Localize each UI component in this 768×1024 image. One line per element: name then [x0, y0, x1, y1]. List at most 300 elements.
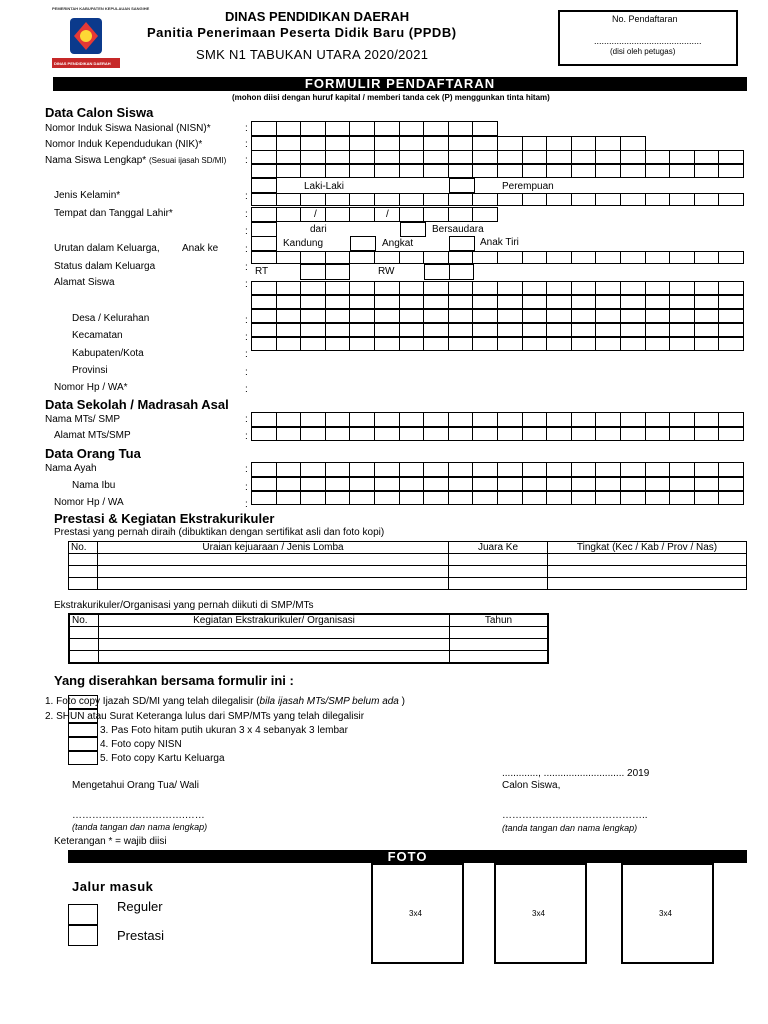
- address-box[interactable]: [349, 281, 375, 295]
- birth-box[interactable]: [423, 207, 449, 222]
- signature-student-dots[interactable]: ……………………………………..: [502, 810, 648, 821]
- regency-box[interactable]: [472, 337, 498, 351]
- father-box[interactable]: [620, 462, 646, 477]
- order-box[interactable]: [472, 251, 498, 264]
- district-box[interactable]: [325, 323, 351, 337]
- name-box[interactable]: [325, 150, 351, 164]
- village-box[interactable]: [325, 309, 351, 323]
- name-box[interactable]: [595, 164, 621, 178]
- name-box[interactable]: [276, 164, 302, 178]
- school-address-box[interactable]: [546, 427, 572, 441]
- gender-box[interactable]: [448, 193, 474, 206]
- mother-box[interactable]: [448, 477, 474, 491]
- doc-checkbox-3[interactable]: [68, 723, 98, 737]
- table-row[interactable]: [69, 578, 747, 590]
- village-box[interactable]: [276, 309, 302, 323]
- parents-phone-box[interactable]: [251, 491, 277, 505]
- village-box[interactable]: [718, 309, 744, 323]
- order-box[interactable]: [669, 251, 695, 264]
- name-box[interactable]: [522, 164, 548, 178]
- address-box[interactable]: [399, 281, 425, 295]
- address-box[interactable]: [571, 295, 597, 309]
- school-name-box[interactable]: [325, 412, 351, 427]
- address-box[interactable]: [251, 295, 277, 309]
- school-address-box[interactable]: [251, 427, 277, 441]
- district-box[interactable]: [448, 323, 474, 337]
- gender-box[interactable]: [546, 193, 572, 206]
- father-box[interactable]: [718, 462, 744, 477]
- gender-female-box[interactable]: [449, 178, 475, 193]
- village-box[interactable]: [300, 309, 326, 323]
- nik-box[interactable]: [497, 136, 523, 151]
- name-box[interactable]: [448, 150, 474, 164]
- order-box[interactable]: [546, 251, 572, 264]
- district-box[interactable]: [276, 323, 302, 337]
- district-box[interactable]: [595, 323, 621, 337]
- name-box[interactable]: [349, 150, 375, 164]
- mother-box[interactable]: [423, 477, 449, 491]
- name-box[interactable]: [620, 164, 646, 178]
- parents-phone-box[interactable]: [694, 491, 720, 505]
- school-address-box[interactable]: [349, 427, 375, 441]
- name-box[interactable]: [497, 164, 523, 178]
- order-box[interactable]: [522, 251, 548, 264]
- table-row[interactable]: [69, 566, 747, 578]
- regency-box[interactable]: [497, 337, 523, 351]
- village-box[interactable]: [620, 309, 646, 323]
- doc-checkbox-4[interactable]: [68, 737, 98, 751]
- address-box[interactable]: [645, 281, 671, 295]
- district-box[interactable]: [472, 323, 498, 337]
- order-box[interactable]: [620, 251, 646, 264]
- name-box[interactable]: [472, 150, 498, 164]
- parents-phone-box[interactable]: [423, 491, 449, 505]
- address-box[interactable]: [546, 281, 572, 295]
- name-box[interactable]: [522, 150, 548, 164]
- district-box[interactable]: [399, 323, 425, 337]
- school-name-box[interactable]: [620, 412, 646, 427]
- mother-box[interactable]: [300, 477, 326, 491]
- mother-box[interactable]: [399, 477, 425, 491]
- village-box[interactable]: [669, 309, 695, 323]
- address-box[interactable]: [620, 295, 646, 309]
- nisn-box[interactable]: [423, 121, 449, 136]
- village-box[interactable]: [399, 309, 425, 323]
- regency-box[interactable]: [718, 337, 744, 351]
- regency-box[interactable]: [546, 337, 572, 351]
- address-box[interactable]: [694, 295, 720, 309]
- name-box[interactable]: [571, 150, 597, 164]
- gender-box[interactable]: [300, 193, 326, 206]
- name-box[interactable]: [669, 164, 695, 178]
- gender-box[interactable]: [620, 193, 646, 206]
- school-name-box[interactable]: [251, 412, 277, 427]
- parents-phone-box[interactable]: [669, 491, 695, 505]
- table-row[interactable]: [69, 627, 548, 639]
- school-address-box[interactable]: [423, 427, 449, 441]
- mother-box[interactable]: [349, 477, 375, 491]
- gender-box[interactable]: [669, 193, 695, 206]
- father-box[interactable]: [448, 462, 474, 477]
- nisn-box[interactable]: [374, 121, 400, 136]
- gender-box[interactable]: [718, 193, 744, 206]
- address-box[interactable]: [300, 281, 326, 295]
- address-box[interactable]: [497, 295, 523, 309]
- regency-box[interactable]: [645, 337, 671, 351]
- school-name-box[interactable]: [718, 412, 744, 427]
- school-name-box[interactable]: [571, 412, 597, 427]
- nisn-box[interactable]: [325, 121, 351, 136]
- nik-box[interactable]: [300, 136, 326, 151]
- mother-box[interactable]: [276, 477, 302, 491]
- siblings-count-box[interactable]: [400, 222, 426, 237]
- regency-box[interactable]: [374, 337, 400, 351]
- name-box[interactable]: [595, 150, 621, 164]
- school-name-box[interactable]: [669, 412, 695, 427]
- birth-box[interactable]: [349, 207, 375, 222]
- nisn-box[interactable]: [349, 121, 375, 136]
- school-name-box[interactable]: [423, 412, 449, 427]
- nisn-box[interactable]: [300, 121, 326, 136]
- gender-box[interactable]: [374, 193, 400, 206]
- parents-phone-box[interactable]: [374, 491, 400, 505]
- gender-box[interactable]: [349, 193, 375, 206]
- parents-phone-box[interactable]: [448, 491, 474, 505]
- parents-phone-box[interactable]: [497, 491, 523, 505]
- name-box[interactable]: [251, 164, 277, 178]
- nik-box[interactable]: [571, 136, 597, 151]
- address-box[interactable]: [595, 281, 621, 295]
- district-box[interactable]: [669, 323, 695, 337]
- regency-box[interactable]: [423, 337, 449, 351]
- address-box[interactable]: [620, 281, 646, 295]
- nik-box[interactable]: [423, 136, 449, 151]
- parents-phone-box[interactable]: [546, 491, 572, 505]
- address-box[interactable]: [374, 281, 400, 295]
- school-name-box[interactable]: [276, 412, 302, 427]
- school-address-box[interactable]: [522, 427, 548, 441]
- nik-box[interactable]: [251, 136, 277, 151]
- father-box[interactable]: [423, 462, 449, 477]
- gender-box[interactable]: [276, 193, 302, 206]
- address-box[interactable]: [694, 281, 720, 295]
- village-box[interactable]: [595, 309, 621, 323]
- village-box[interactable]: [546, 309, 572, 323]
- order-box[interactable]: [276, 251, 302, 264]
- birth-box[interactable]: [276, 207, 302, 222]
- father-box[interactable]: [349, 462, 375, 477]
- name-box[interactable]: [374, 150, 400, 164]
- doc-checkbox-5[interactable]: [68, 751, 98, 765]
- nik-box[interactable]: [399, 136, 425, 151]
- order-box[interactable]: [645, 251, 671, 264]
- mother-box[interactable]: [620, 477, 646, 491]
- district-box[interactable]: [620, 323, 646, 337]
- regency-box[interactable]: [571, 337, 597, 351]
- parents-phone-box[interactable]: [620, 491, 646, 505]
- name-box[interactable]: [300, 164, 326, 178]
- village-box[interactable]: [349, 309, 375, 323]
- name-box[interactable]: [718, 150, 744, 164]
- nisn-box[interactable]: [448, 121, 474, 136]
- mother-box[interactable]: [472, 477, 498, 491]
- nik-box[interactable]: [595, 136, 621, 151]
- name-box[interactable]: [645, 164, 671, 178]
- mother-box[interactable]: [595, 477, 621, 491]
- school-address-box[interactable]: [325, 427, 351, 441]
- order-box[interactable]: [251, 251, 277, 264]
- gender-box[interactable]: [497, 193, 523, 206]
- gender-box[interactable]: [399, 193, 425, 206]
- gender-box[interactable]: [325, 193, 351, 206]
- father-box[interactable]: [645, 462, 671, 477]
- nisn-box[interactable]: [399, 121, 425, 136]
- parents-phone-box[interactable]: [399, 491, 425, 505]
- parents-phone-box[interactable]: [325, 491, 351, 505]
- address-box[interactable]: [497, 281, 523, 295]
- address-box[interactable]: [522, 295, 548, 309]
- name-box[interactable]: [620, 150, 646, 164]
- father-box[interactable]: [571, 462, 597, 477]
- mother-box[interactable]: [522, 477, 548, 491]
- name-box[interactable]: [448, 164, 474, 178]
- name-box[interactable]: [276, 150, 302, 164]
- address-box[interactable]: [472, 295, 498, 309]
- school-name-box[interactable]: [595, 412, 621, 427]
- regency-box[interactable]: [300, 337, 326, 351]
- name-box[interactable]: [694, 164, 720, 178]
- parents-phone-box[interactable]: [472, 491, 498, 505]
- name-box[interactable]: [325, 164, 351, 178]
- nik-box[interactable]: [620, 136, 646, 151]
- address-box[interactable]: [399, 295, 425, 309]
- parents-phone-box[interactable]: [522, 491, 548, 505]
- school-address-box[interactable]: [645, 427, 671, 441]
- order-box[interactable]: [571, 251, 597, 264]
- gender-box[interactable]: [251, 193, 277, 206]
- name-box[interactable]: [718, 164, 744, 178]
- birth-box[interactable]: [325, 207, 351, 222]
- district-box[interactable]: [522, 323, 548, 337]
- school-address-box[interactable]: [276, 427, 302, 441]
- regency-box[interactable]: [448, 337, 474, 351]
- father-box[interactable]: [300, 462, 326, 477]
- district-box[interactable]: [645, 323, 671, 337]
- gender-box[interactable]: [571, 193, 597, 206]
- address-box[interactable]: [374, 295, 400, 309]
- name-box[interactable]: [669, 150, 695, 164]
- nik-box[interactable]: [349, 136, 375, 151]
- order-box[interactable]: [595, 251, 621, 264]
- district-box[interactable]: [694, 323, 720, 337]
- birth-date-box[interactable]: [251, 222, 277, 237]
- father-box[interactable]: [522, 462, 548, 477]
- father-box[interactable]: [669, 462, 695, 477]
- regency-box[interactable]: [522, 337, 548, 351]
- school-address-box[interactable]: [448, 427, 474, 441]
- reguler-checkbox[interactable]: [68, 904, 98, 925]
- order-box[interactable]: [325, 251, 351, 264]
- order-box[interactable]: [300, 251, 326, 264]
- name-box[interactable]: [546, 150, 572, 164]
- school-name-box[interactable]: [645, 412, 671, 427]
- gender-box[interactable]: [694, 193, 720, 206]
- village-box[interactable]: [251, 309, 277, 323]
- father-box[interactable]: [595, 462, 621, 477]
- nik-box[interactable]: [325, 136, 351, 151]
- regency-box[interactable]: [276, 337, 302, 351]
- parents-phone-box[interactable]: [300, 491, 326, 505]
- parents-phone-box[interactable]: [349, 491, 375, 505]
- nisn-box[interactable]: [472, 121, 498, 136]
- father-box[interactable]: [251, 462, 277, 477]
- address-box[interactable]: [522, 281, 548, 295]
- parents-phone-box[interactable]: [645, 491, 671, 505]
- address-box[interactable]: [669, 295, 695, 309]
- prestasi-checkbox[interactable]: [68, 925, 98, 946]
- nik-box[interactable]: [546, 136, 572, 151]
- nik-box[interactable]: [522, 136, 548, 151]
- order-box[interactable]: [448, 251, 474, 264]
- order-box[interactable]: [423, 251, 449, 264]
- address-box[interactable]: [448, 295, 474, 309]
- address-box[interactable]: [325, 281, 351, 295]
- name-box[interactable]: [374, 164, 400, 178]
- table-row[interactable]: [69, 651, 548, 664]
- father-box[interactable]: [472, 462, 498, 477]
- mother-box[interactable]: [718, 477, 744, 491]
- name-box[interactable]: [423, 164, 449, 178]
- father-box[interactable]: [546, 462, 572, 477]
- order-angkat-box[interactable]: [350, 236, 376, 251]
- signature-parent-dots[interactable]: …………………………….……: [72, 810, 205, 821]
- order-tiri-box[interactable]: [449, 236, 475, 251]
- district-box[interactable]: [251, 323, 277, 337]
- address-box[interactable]: [546, 295, 572, 309]
- order-kandung-box[interactable]: [251, 236, 277, 251]
- order-box[interactable]: [349, 251, 375, 264]
- regency-box[interactable]: [349, 337, 375, 351]
- gender-box[interactable]: [645, 193, 671, 206]
- address-box[interactable]: [718, 295, 744, 309]
- parents-phone-box[interactable]: [718, 491, 744, 505]
- address-box[interactable]: [276, 281, 302, 295]
- birth-box[interactable]: [300, 207, 326, 222]
- gender-box[interactable]: [522, 193, 548, 206]
- school-name-box[interactable]: [300, 412, 326, 427]
- name-box[interactable]: [399, 150, 425, 164]
- district-box[interactable]: [300, 323, 326, 337]
- village-box[interactable]: [645, 309, 671, 323]
- gender-box[interactable]: [472, 193, 498, 206]
- school-name-box[interactable]: [522, 412, 548, 427]
- mother-box[interactable]: [645, 477, 671, 491]
- gender-box[interactable]: [595, 193, 621, 206]
- name-box[interactable]: [546, 164, 572, 178]
- village-box[interactable]: [694, 309, 720, 323]
- district-box[interactable]: [571, 323, 597, 337]
- school-address-box[interactable]: [669, 427, 695, 441]
- nik-box[interactable]: [374, 136, 400, 151]
- rw-box[interactable]: [449, 264, 475, 280]
- order-box[interactable]: [497, 251, 523, 264]
- father-box[interactable]: [497, 462, 523, 477]
- school-name-box[interactable]: [448, 412, 474, 427]
- regency-box[interactable]: [669, 337, 695, 351]
- nik-box[interactable]: [472, 136, 498, 151]
- mother-box[interactable]: [571, 477, 597, 491]
- district-box[interactable]: [423, 323, 449, 337]
- school-address-box[interactable]: [571, 427, 597, 441]
- name-box[interactable]: [694, 150, 720, 164]
- address-box[interactable]: [251, 281, 277, 295]
- address-box[interactable]: [472, 281, 498, 295]
- mother-box[interactable]: [374, 477, 400, 491]
- regency-box[interactable]: [399, 337, 425, 351]
- gender-box[interactable]: [423, 193, 449, 206]
- mother-box[interactable]: [497, 477, 523, 491]
- village-box[interactable]: [472, 309, 498, 323]
- name-box[interactable]: [399, 164, 425, 178]
- regency-box[interactable]: [694, 337, 720, 351]
- birth-box[interactable]: [399, 207, 425, 222]
- nik-box[interactable]: [448, 136, 474, 151]
- district-box[interactable]: [546, 323, 572, 337]
- name-box[interactable]: [251, 150, 277, 164]
- nisn-box[interactable]: [251, 121, 277, 136]
- mother-box[interactable]: [251, 477, 277, 491]
- father-box[interactable]: [325, 462, 351, 477]
- regency-box[interactable]: [251, 337, 277, 351]
- district-box[interactable]: [349, 323, 375, 337]
- address-box[interactable]: [669, 281, 695, 295]
- mother-box[interactable]: [325, 477, 351, 491]
- school-address-box[interactable]: [472, 427, 498, 441]
- name-box[interactable]: [349, 164, 375, 178]
- father-box[interactable]: [276, 462, 302, 477]
- table-row[interactable]: [69, 554, 747, 566]
- father-box[interactable]: [694, 462, 720, 477]
- address-box[interactable]: [300, 295, 326, 309]
- school-name-box[interactable]: [349, 412, 375, 427]
- school-name-box[interactable]: [374, 412, 400, 427]
- school-address-box[interactable]: [595, 427, 621, 441]
- school-name-box[interactable]: [694, 412, 720, 427]
- name-box[interactable]: [571, 164, 597, 178]
- name-box[interactable]: [423, 150, 449, 164]
- mother-box[interactable]: [546, 477, 572, 491]
- birth-box[interactable]: [472, 207, 498, 222]
- name-box[interactable]: [472, 164, 498, 178]
- address-box[interactable]: [645, 295, 671, 309]
- order-box[interactable]: [718, 251, 744, 264]
- mother-box[interactable]: [694, 477, 720, 491]
- school-name-box[interactable]: [399, 412, 425, 427]
- name-box[interactable]: [497, 150, 523, 164]
- nisn-box[interactable]: [276, 121, 302, 136]
- address-box[interactable]: [571, 281, 597, 295]
- village-box[interactable]: [374, 309, 400, 323]
- village-box[interactable]: [522, 309, 548, 323]
- parents-phone-box[interactable]: [595, 491, 621, 505]
- rt-box[interactable]: [325, 264, 351, 280]
- gender-male-box[interactable]: [251, 178, 277, 193]
- village-box[interactable]: [448, 309, 474, 323]
- school-address-box[interactable]: [300, 427, 326, 441]
- regency-box[interactable]: [620, 337, 646, 351]
- birth-box[interactable]: [251, 207, 277, 222]
- rt-box[interactable]: [300, 264, 326, 280]
